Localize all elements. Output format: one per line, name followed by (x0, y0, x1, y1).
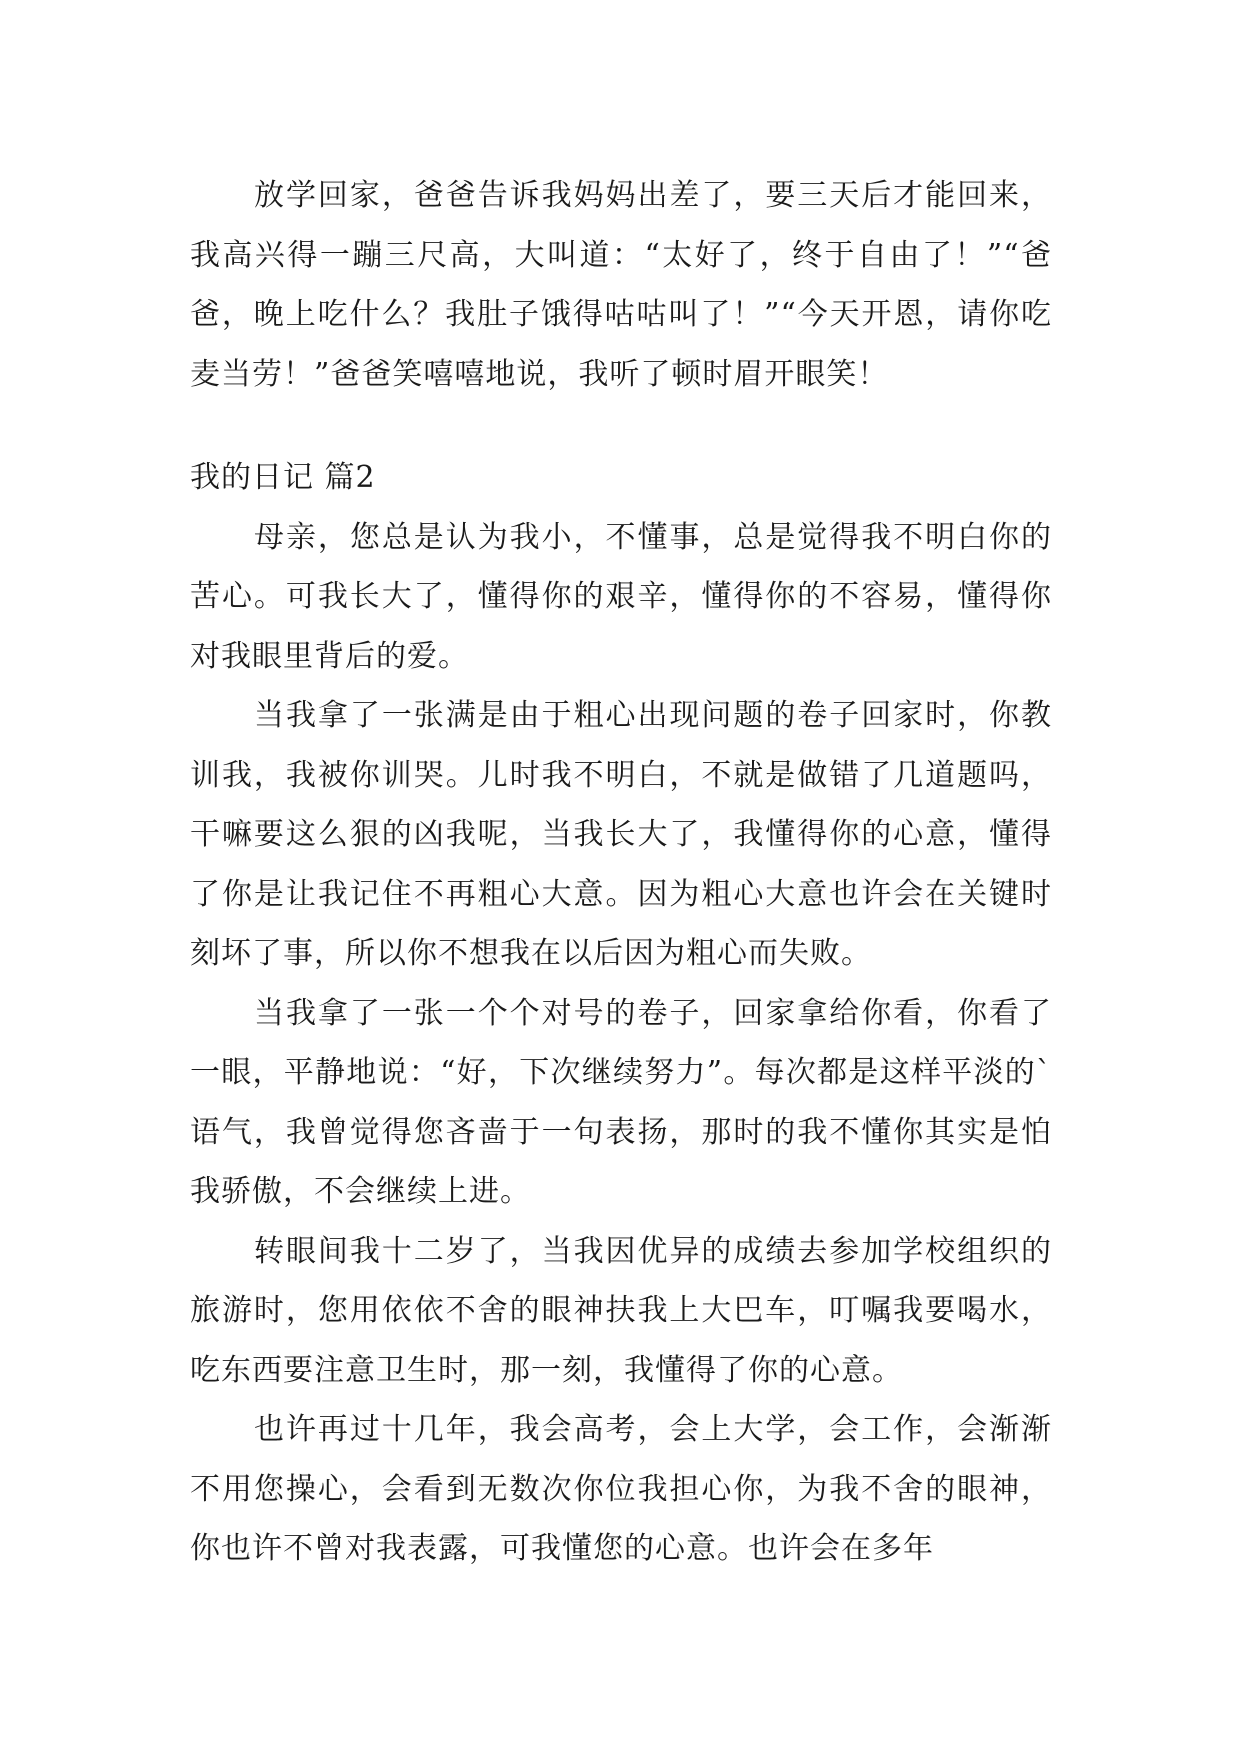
intro-paragraph: 放学回家，爸爸告诉我妈妈出差了，要三天后才能回来，我高兴得一蹦三尺高，大叫道：“太好了，终于自由了！”“爸爸，晚上吃什么？我肚子饿得咕咕叫了！”“今天开恩，请你吃麦当劳！”爸爸笑嘻嘻地说，我听了顿时眉开眼笑！ (190, 178, 1052, 392)
body-paragraph-4: 转眼间我十二岁了，当我因优异的成绩去参加学校组织的旅游时，您用依依不舍的眼神扶我上大巴车，叮嘱我要喝水，吃东西要注意卫生时，那一刻，我懂得了你的心意。 (190, 1233, 1052, 1388)
body-paragraph-5: 也许再过十几年，我会高考，会上大学，会工作，会渐渐不用您操心，会看到无数次你位我担心你，为我不舍的眼神，你也许不曾对我表露，可我懂您的心意。也许会在多年 (190, 1412, 1052, 1566)
section-heading: 我的日记 篇2 (190, 460, 376, 495)
document-page (190, 166, 1052, 1579)
body-paragraph-3: 当我拿了一张一个个对号的卷子，回家拿给你看，你看了一眼，平静地说：“好，下次继续努力”。每次都是这样平淡的`语气，我曾觉得您吝啬于一句表扬，那时的我不懂你其实是怕我骄傲，不会继续上进。 (190, 995, 1052, 1209)
body-paragraph-2: 当我拿了一张满是由于粗心出现问题的卷子回家时，你教训我，我被你训哭。儿时我不明白，不就是做错了几道题吗，干嘛要这么狠的凶我呢，当我长大了，我懂得你的心意，懂得了你是让我记住不再粗心大意。因为粗心大意也许会在关键时刻坏了事，所以你不想我在以后因为粗心而失败。 (190, 698, 1052, 971)
body-paragraph-1: 母亲，您总是认为我小，不懂事，总是觉得我不明白你的苦心。可我长大了，懂得你的艰辛，懂得你的不容易，懂得你对我眼里背后的爱。 (190, 519, 1052, 674)
